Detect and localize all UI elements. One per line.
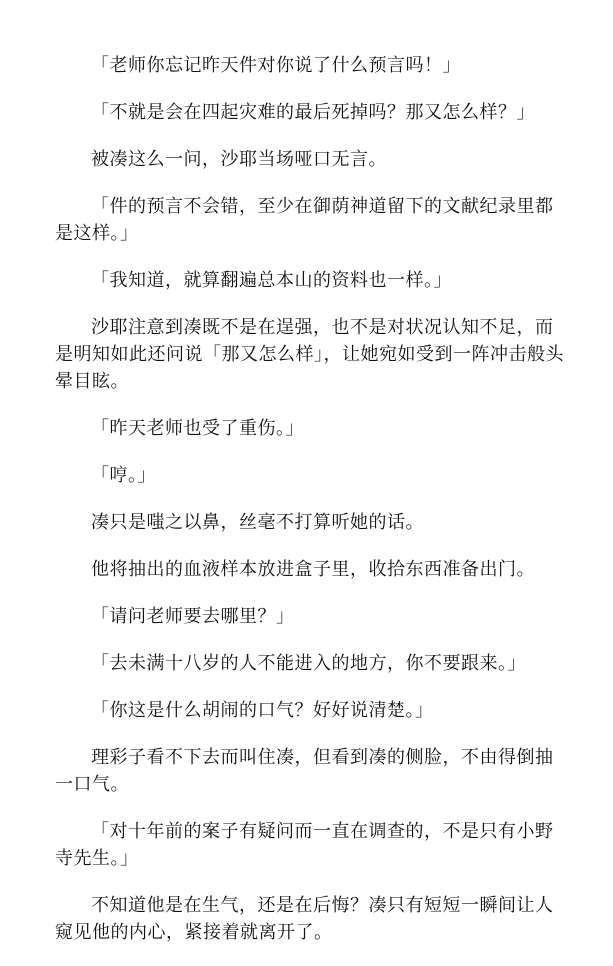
paragraph: 「不就是会在四起灾难的最后死掉吗？那又怎么样？」 (91, 102, 535, 123)
paragraph: 「你这是什么胡闹的口气？好好说清楚。」 (91, 700, 434, 721)
paragraph: 不知道他是在生气，还是在后悔？凑只有短短一瞬间让人窥见他的内心，紧接着就离开了。 (55, 895, 554, 943)
paragraph: 理彩子看不下去而叫住凑，但看到凑的侧脸，不由得倒抽一口气。 (55, 747, 554, 795)
paragraph: 「件的预言不会错，至少在御荫神道留下的文献纪录里都是这样。」 (55, 196, 554, 244)
paragraph: 「对十年前的案子有疑问而一直在调查的，不是只有小野寺先生。」 (55, 821, 554, 869)
paragraph: 「我知道，就算翻遍总本山的资料也一样。」 (91, 270, 452, 291)
paragraph: 凑只是嗤之以鼻，丝毫不打算听她的话。 (91, 512, 424, 533)
paragraph: 「老师你忘记昨天件对你说了什么预言吗！」 (91, 55, 461, 76)
paragraph: 他将抽出的血液样本放进盒子里，收拾东西准备出门。 (91, 559, 535, 580)
paragraph: 「昨天老师也受了重伤。」 (91, 418, 304, 439)
paragraph: 沙耶注意到凑既不是在逞强，也不是对状况认知不足，而是明知如此还问说「那又怎么样」，让她宛如受到一阵冲击般头晕目眩。 (55, 317, 564, 392)
document-page (55, 52, 565, 966)
paragraph: 「请问老师要去哪里？」 (91, 606, 295, 627)
paragraph: 「哼。」 (91, 465, 156, 486)
paragraph: 被凑这么一问，沙耶当场哑口无言。 (91, 149, 387, 170)
paragraph: 「去未满十八岁的人不能进入的地方，你不要跟来。」 (91, 653, 526, 674)
